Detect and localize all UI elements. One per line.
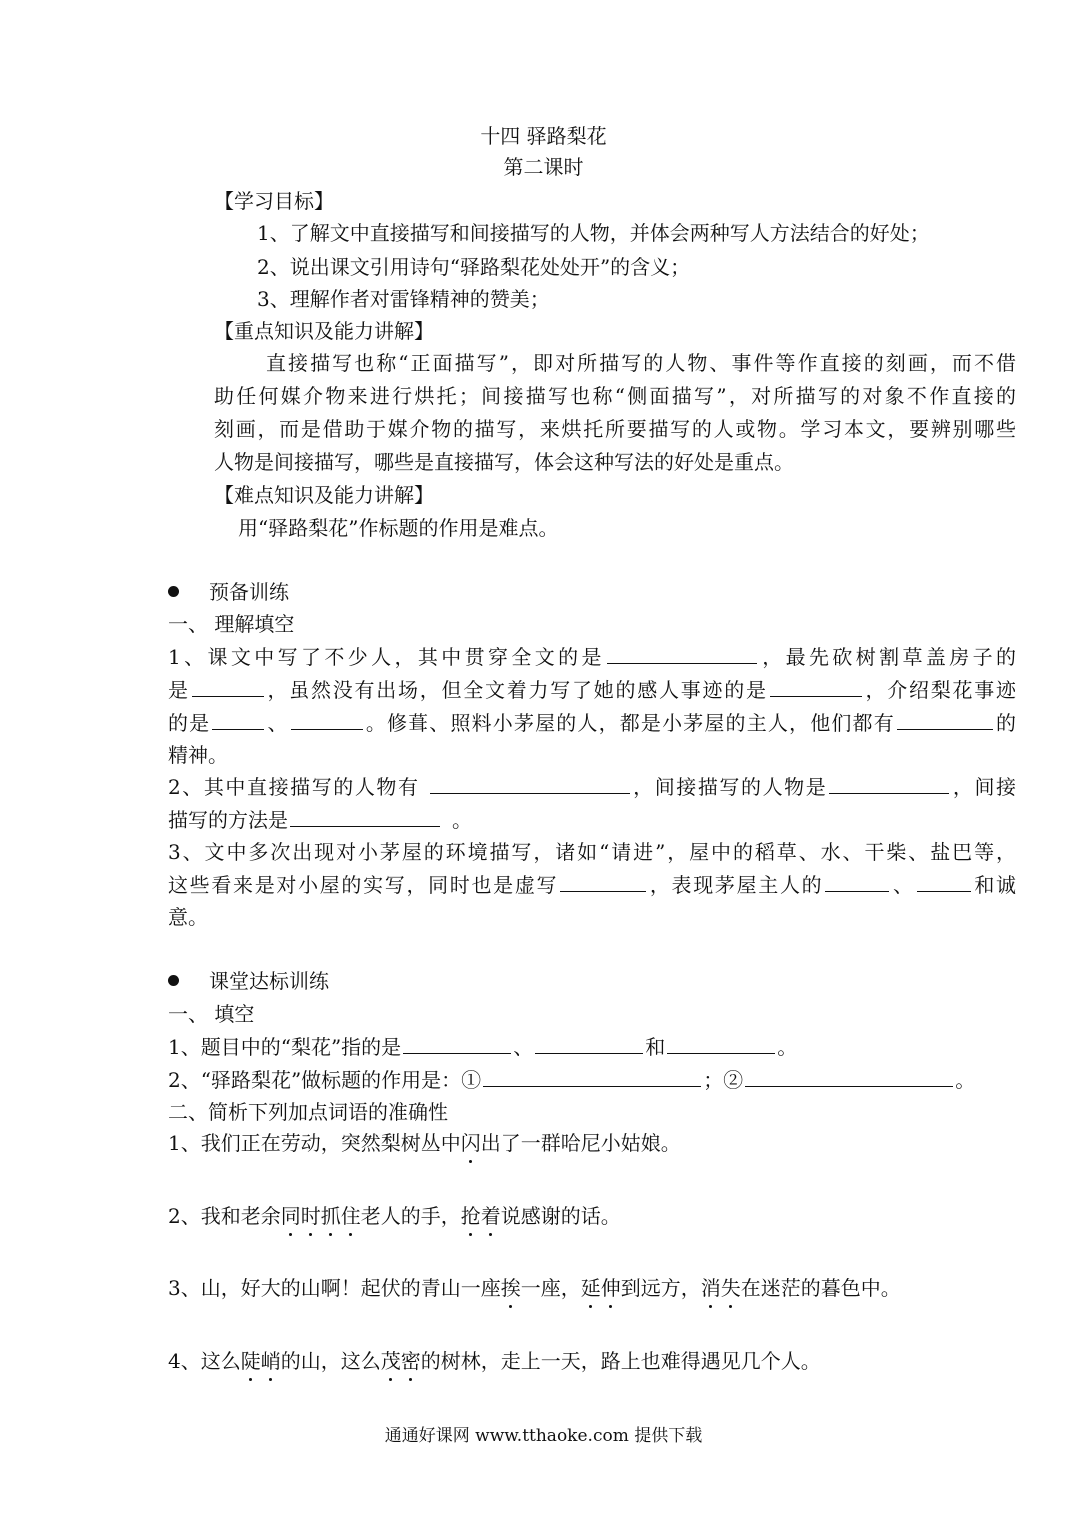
- blank-field[interactable]: [483, 1066, 701, 1087]
- dotted-word: 抢着: [460, 1204, 501, 1228]
- blank-field[interactable]: [607, 643, 757, 664]
- prep-q1-line-4: 精神。: [168, 743, 228, 767]
- blank-field[interactable]: [212, 709, 264, 730]
- dotted-word: 陡峭: [240, 1349, 281, 1373]
- prep-q1-line-2: 是 ，虽然没有出场，但全文着力写了她的感人事迹的是 ，介绍梨花事迹: [168, 678, 1016, 702]
- blank-field[interactable]: [829, 773, 949, 794]
- prep-heading-text: 预备训练: [209, 580, 289, 604]
- key-line-1: 直接描写也称“正面描写”，即对所描写的人物、事件等作直接的刻画，而不借: [266, 351, 1016, 375]
- sentence-1: 1、我们正在劳动，突然梨树丛中闪出了一群哈尼小姑娘。: [168, 1131, 681, 1155]
- page-title: 十四 驿路梨花: [480, 124, 607, 148]
- prep-q3-line-2: 这些看来是对小屋的实写，同时也是虚写 ，表现茅屋主人的 、 和诚: [168, 873, 1017, 897]
- difficult-line: 用“驿路梨花”作标题的作用是难点。: [238, 516, 559, 540]
- blank-field[interactable]: [291, 709, 363, 730]
- dotted-word: 消失: [700, 1276, 741, 1300]
- footer-credit: 通通好课网 www.tthaoke.com 提供下载: [384, 1426, 703, 1446]
- prep-q1-line-1: 1、课文中写了不少人，其中贯穿全文的是 ，最先砍树割草盖房子的: [168, 645, 1016, 669]
- dotted-word: 同时抓住: [280, 1204, 361, 1228]
- class-q1: 1、题目中的“梨花”指的是 、 和 。: [168, 1035, 798, 1059]
- goal-item-3: 3、理解作者对雷锋精神的赞美；: [257, 287, 550, 311]
- sentence-2: 2、我和老余同时抓住老人的手，抢着说感谢的话。: [168, 1204, 621, 1228]
- key-line-2: 助任何媒介物来进行烘托；间接描写也称“侧面描写”，对所描写的对象不作直接的: [214, 384, 1016, 408]
- goal-item-1: 1、了解文中直接描写和间接描写的人物，并体会两种写人方法结合的好处；: [257, 221, 930, 245]
- prep-q3-line-3: 意。: [168, 905, 208, 929]
- blank-field[interactable]: [192, 676, 264, 697]
- blank-field[interactable]: [535, 1033, 643, 1054]
- prep-sub-heading: 一、 理解填空: [168, 612, 295, 636]
- blank-field[interactable]: [430, 773, 630, 794]
- blank-field[interactable]: [897, 709, 993, 730]
- dotted-word: 挨: [500, 1276, 521, 1300]
- blank-field[interactable]: [825, 871, 889, 892]
- blank-field[interactable]: [745, 1066, 953, 1087]
- dotted-word: 闪: [460, 1131, 481, 1155]
- blank-field[interactable]: [917, 871, 971, 892]
- class-sub-heading-2: 二、简析下列加点词语的准确性: [168, 1100, 448, 1124]
- prep-q2-line-1: 2、其中直接描写的人物有 ，间接描写的人物是 ，间接: [168, 775, 1017, 799]
- key-line-4: 人物是间接描写，哪些是直接描写，体会这种写法的好处是重点。: [214, 450, 794, 474]
- sentence-3: 3、山，好大的山啊！起伏的青山一座挨一座，延伸到远方，消失在迷茫的暮色中。: [168, 1276, 901, 1300]
- blank-field[interactable]: [560, 871, 646, 892]
- sentence-4: 4、这么陡峭的山，这么茂密的树林，走上一天，路上也难得遇见几个人。: [168, 1349, 821, 1373]
- dotted-word: 延伸: [580, 1276, 621, 1300]
- prep-q2-line-2: 描写的方法是 。: [168, 808, 472, 832]
- blank-field[interactable]: [403, 1033, 511, 1054]
- blank-field[interactable]: [290, 806, 440, 827]
- blank-field[interactable]: [667, 1033, 775, 1054]
- bullet-icon: [168, 586, 179, 597]
- prep-q1-line-3: 的是 、 。修葺、照料小茅屋的人，都是小茅屋的主人，他们都有 的: [168, 711, 1017, 735]
- class-sub-heading-1: 一、 填空: [168, 1002, 255, 1026]
- class-section-heading: [168, 967, 329, 995]
- key-line-3: 刻画，而是借助于媒介物的描写，来烘托所要描写的人或物。学习本文，要辨别哪些: [214, 417, 1016, 441]
- dotted-word: 茂密: [380, 1349, 421, 1373]
- class-heading-text: 课堂达标训练: [209, 969, 329, 993]
- difficult-heading: 【难点知识及能力讲解】: [214, 483, 434, 507]
- prep-q3-line-1: 3、文中多次出现对小茅屋的环境描写，诸如“请进”，屋中的稻草、水、干柴、盐巴等，: [168, 840, 1016, 864]
- class-q2: 2、“驿路梨花”做标题的作用是：① ；② 。: [168, 1068, 976, 1092]
- bullet-icon: [168, 975, 179, 986]
- goals-heading: 【学习目标】: [214, 189, 334, 213]
- key-heading: 【重点知识及能力讲解】: [214, 319, 434, 343]
- prep-section-heading: [168, 578, 289, 606]
- page-subtitle: 第二课时: [503, 155, 584, 179]
- blank-field[interactable]: [770, 676, 862, 697]
- goal-item-2: 2、说出课文引用诗句“驿路梨花处处开”的含义；: [257, 255, 691, 279]
